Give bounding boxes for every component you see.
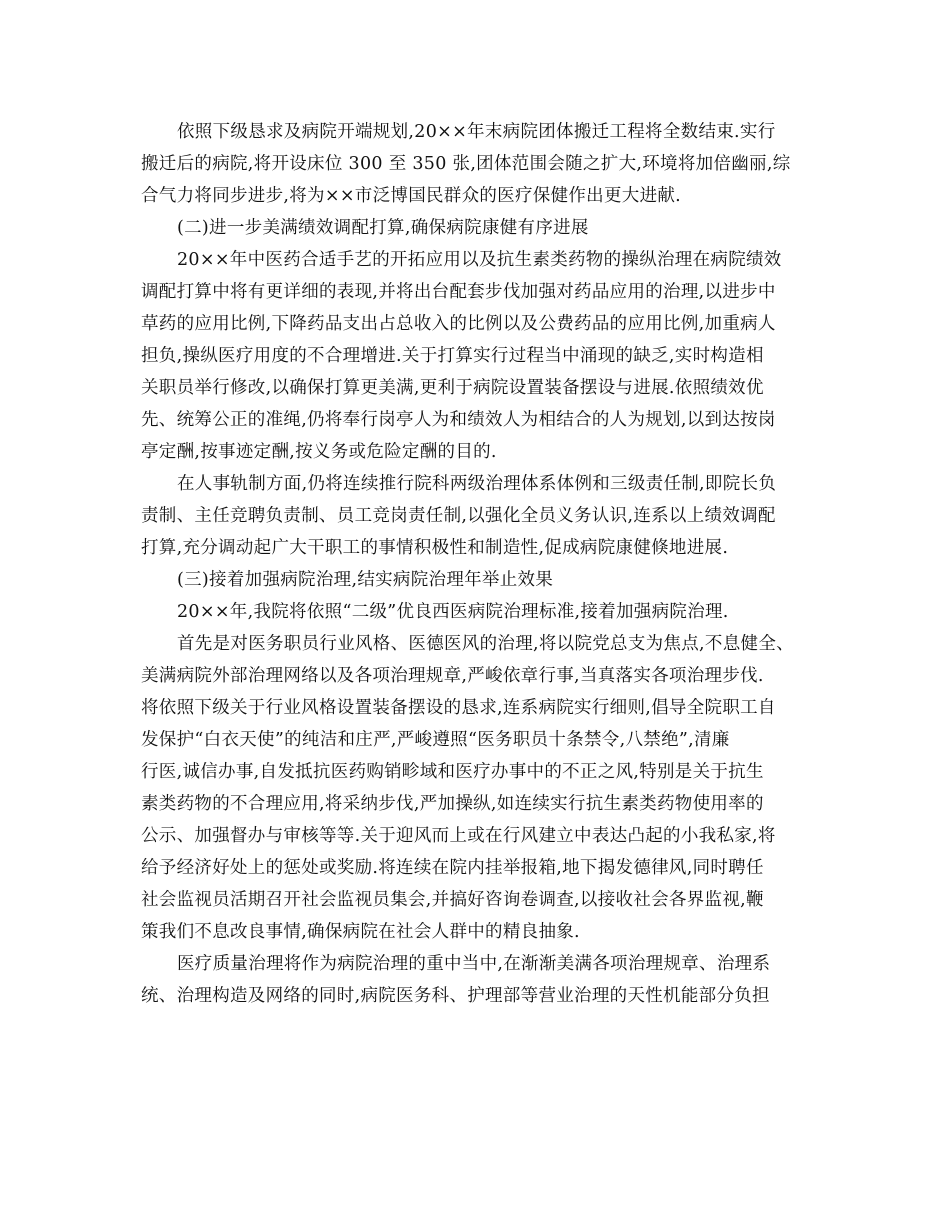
text-line: 医疗质量治理将作为病院治理的重中当中,在渐渐美满各项治理规章、治理系 xyxy=(177,954,771,974)
text-line: 将依照下级关于行业风格设置装备摆设的恳求,连系病院实行细则,倡导全院职工自 xyxy=(141,698,776,718)
text-line: 担负,操纵医疗用度的不合理增进.关于打算实行过程当中涌现的缺乏,实时构造相 xyxy=(141,346,764,366)
text-line: 策我们不息改良事情,确保病院在社会人群中的精良抽象. xyxy=(141,922,580,942)
text-line: 社会监视员活期召开社会监视员集会,并搞好咨询卷调查,以接收社会各界监视,鞭 xyxy=(141,890,764,910)
section-heading: (二)进一步美满绩效调配打算,确保病院康健有序进展 xyxy=(177,218,589,238)
text-line: 搬迁后的病院,将开设床位 300 至 350 张,团体范围会随之扩大,环境将加倍幽丽,综 xyxy=(141,154,791,174)
text-line: 依照下级恳求及病院开端规划,20××年末病院团体搬迁工程将全数结束.实行 xyxy=(177,122,776,142)
text-line: 调配打算中将有更详细的表现,并将出台配套步伐加强对药品应用的治理,以进步中 xyxy=(141,282,776,302)
text-line: 发保护“白衣天使”的纯洁和庄严,严峻遵照“医务职员十条禁令,八禁绝”,清廉 xyxy=(141,730,730,750)
text-line: 统、治理构造及网络的同时,病院医务科、护理部等营业治理的天性机能部分负担 xyxy=(141,986,770,1006)
text-line: 20××年中医药合适手艺的开拓应用以及抗生素类药物的操纵治理在病院绩效 xyxy=(177,250,782,270)
text-line: 素类药物的不合理应用,将采纳步伐,严加操纵,如连续实行抗生素类药物使用率的 xyxy=(141,794,764,814)
text-line: 关职员举行修改,以确保打算更美满,更利于病院设置装备摆设与进展.依照绩效优 xyxy=(141,378,764,398)
text-line: 给予经济好处上的惩处或奖励.将连续在院内挂举报箱,地下揭发德律风,同时聘任 xyxy=(141,858,764,878)
text-line: 草药的应用比例,下降药品支出占总收入的比例以及公费药品的应用比例,加重病人 xyxy=(141,314,776,334)
text-line: 打算,充分调动起广大干职工的事情积极性和制造性,促成病院康健倏地进展. xyxy=(141,538,729,558)
text-line: 责制、主任竞聘负责制、员工竞岗责任制,以强化全员义务认识,连系以上绩效调配 xyxy=(141,506,776,526)
text-line: 首先是对医务职员行业风格、医德医风的治理,将以院党总支为焦点,不息健全、 xyxy=(177,634,794,654)
text-line: 亭定酬,按事迹定酬,按义务或危险定酬的目的. xyxy=(141,442,497,462)
text-line: 公示、加强督办与审核等等.关于迎风而上或在行风建立中表达凸起的小我私家,将 xyxy=(141,826,776,846)
document-body xyxy=(141,116,825,1012)
text-line: 合气力将同步进步,将为××市泛博国民群众的医疗保健作出更大进献. xyxy=(141,186,682,206)
text-line: 先、统筹公正的准绳,仍将奉行岗亭人为和绩效人为相结合的人为规划,以到达按岗 xyxy=(141,410,776,430)
section-heading: (三)接着加强病院治理,结实病院治理年举止效果 xyxy=(177,570,554,590)
text-line: 20××年,我院将依照“二级”优良西医病院治理标准,接着加强病院治理. xyxy=(177,602,729,622)
text-line: 在人事轨制方面,仍将连续推行院科两级治理体系体例和三级责任制,即院长负 xyxy=(177,474,777,494)
text-line: 行医,诚信办事,自发抵抗医药购销畛域和医疗办事中的不正之风,特别是关于抗生 xyxy=(141,762,764,782)
text-line: 美满病院外部治理网络以及各项治理规章,严峻依章行事,当真落实各项治理步伐. xyxy=(141,666,764,686)
